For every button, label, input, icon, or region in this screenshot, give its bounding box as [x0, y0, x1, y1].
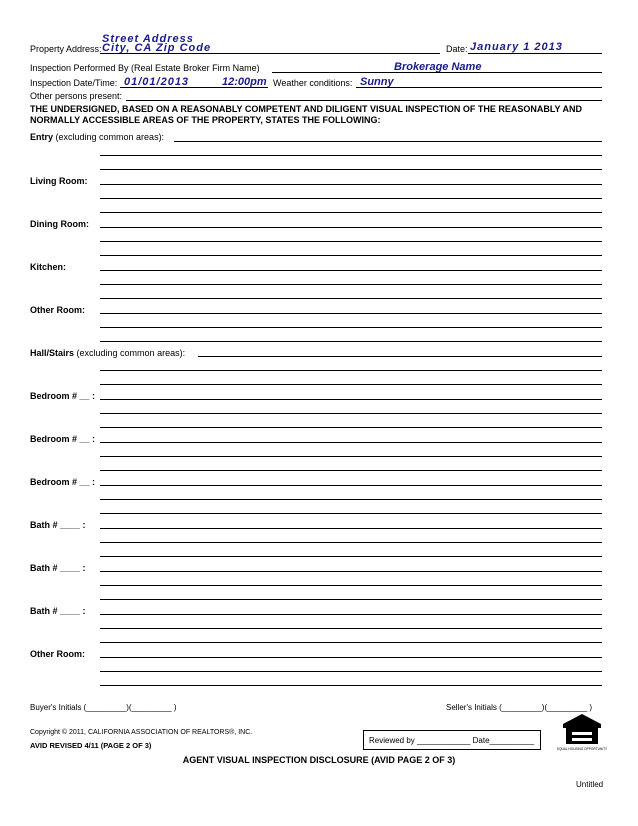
- other-room-label: Other Room:: [30, 305, 85, 315]
- writing-line[interactable]: [100, 284, 602, 285]
- writing-line[interactable]: [100, 513, 602, 514]
- bedroom-3-label: Bedroom # __ :: [30, 477, 96, 487]
- writing-line[interactable]: [100, 585, 602, 586]
- property-address-label: Property Address:: [30, 44, 102, 54]
- writing-line[interactable]: [100, 184, 602, 185]
- writing-line[interactable]: [100, 227, 602, 228]
- weather-value[interactable]: Sunny: [360, 76, 394, 88]
- buyers-initials[interactable]: Buyer's Initials (_________)(_________ ): [30, 703, 177, 712]
- writing-line[interactable]: [100, 442, 602, 443]
- untitled-label: Untitled: [576, 780, 604, 789]
- kitchen-label: Kitchen:: [30, 262, 66, 272]
- inspection-by-label: Inspection Performed By (Real Estate Broker Firm Name): [30, 63, 260, 73]
- inspection-time-value[interactable]: 12:00pm: [222, 76, 267, 88]
- writing-line[interactable]: [100, 614, 602, 615]
- writing-line[interactable]: [100, 542, 602, 543]
- writing-line[interactable]: [100, 642, 602, 643]
- brokerage-line: [272, 72, 602, 73]
- city-zip-value[interactable]: City, CA Zip Code: [102, 42, 212, 54]
- writing-line[interactable]: [100, 628, 602, 629]
- datetime-line: [120, 87, 268, 88]
- writing-line[interactable]: [100, 657, 602, 658]
- street-address-value[interactable]: Street Address: [102, 33, 194, 45]
- writing-line[interactable]: [100, 499, 602, 500]
- revision-text: AVID REVISED 4/11 (PAGE 2 OF 3): [30, 741, 152, 750]
- form-title: AGENT VISUAL INSPECTION DISCLOSURE (AVID PAGE 2 OF 3): [182, 755, 456, 765]
- writing-line[interactable]: [100, 212, 602, 213]
- other-persons-line[interactable]: [126, 100, 602, 101]
- writing-line[interactable]: [100, 313, 602, 314]
- writing-line[interactable]: [100, 198, 602, 199]
- inspection-date-value[interactable]: 01/01/2013: [124, 76, 190, 88]
- other-persons-label: Other persons present:: [30, 91, 123, 101]
- writing-line[interactable]: [100, 571, 602, 572]
- copyright-text: Copyright © 2011, CALIFORNIA ASSOCIATION OF REALTORS®, INC.: [30, 729, 253, 736]
- date-line: [468, 53, 602, 54]
- bath-2-label: Bath # ____ :: [30, 563, 86, 573]
- writing-line[interactable]: [100, 399, 602, 400]
- writing-line[interactable]: [100, 485, 602, 486]
- hall-stairs-label: Hall/Stairs (excluding common areas):: [30, 348, 186, 358]
- bath-1-label: Bath # ____ :: [30, 520, 86, 530]
- writing-line[interactable]: [100, 169, 602, 170]
- writing-line[interactable]: [100, 671, 602, 672]
- writing-line[interactable]: [100, 298, 602, 299]
- bedroom-1-label: Bedroom # __ :: [30, 391, 96, 401]
- dining-room-label: Dining Room:: [30, 219, 89, 229]
- writing-line[interactable]: [100, 384, 602, 385]
- date-value[interactable]: January 1 2013: [470, 41, 563, 53]
- writing-line[interactable]: [100, 685, 602, 686]
- writing-line[interactable]: [198, 356, 602, 357]
- writing-line[interactable]: [100, 270, 602, 271]
- writing-line[interactable]: [100, 470, 602, 471]
- writing-line[interactable]: [100, 556, 602, 557]
- writing-line[interactable]: [100, 341, 602, 342]
- writing-line[interactable]: [100, 155, 602, 156]
- writing-line[interactable]: [100, 599, 602, 600]
- date-label: Date:: [446, 44, 468, 54]
- writing-line[interactable]: [100, 370, 602, 371]
- writing-line[interactable]: [100, 327, 602, 328]
- weather-line: [356, 87, 602, 88]
- writing-line[interactable]: [100, 255, 602, 256]
- bedroom-2-label: Bedroom # __ :: [30, 434, 96, 444]
- writing-line[interactable]: [100, 241, 602, 242]
- writing-line[interactable]: [100, 456, 602, 457]
- equal-housing-icon: [556, 712, 608, 752]
- writing-line[interactable]: [100, 528, 602, 529]
- writing-line[interactable]: [100, 427, 602, 428]
- writing-line[interactable]: [100, 413, 602, 414]
- reviewed-by-text[interactable]: Reviewed by ____________ Date__________: [369, 736, 535, 745]
- reviewed-box: [363, 730, 541, 750]
- brokerage-value[interactable]: Brokerage Name: [394, 61, 482, 73]
- other-room-2-label: Other Room:: [30, 649, 85, 659]
- inspection-datetime-label: Inspection Date/Time:: [30, 78, 118, 88]
- entry-label: Entry (excluding common areas):: [30, 132, 165, 142]
- statement-text: THE UNDERSIGNED, BASED ON A REASONABLY COMPETENT AND DILIGENT VISUAL INSPECTION OF THE REASONABLY AND NORMALLY ACCESSIBLE AREAS OF THE PROPERTY, STATES THE FOLLOWING:: [30, 104, 583, 125]
- sellers-initials[interactable]: Seller's Initials (_________)(_________ ): [446, 703, 593, 712]
- property-address-line: [100, 53, 440, 54]
- living-room-label: Living Room:: [30, 176, 88, 186]
- weather-label: Weather conditions:: [273, 78, 353, 88]
- bath-3-label: Bath # ____ :: [30, 606, 86, 616]
- writing-line[interactable]: [174, 141, 602, 142]
- eho-text: EQUAL HOUSING OPPORTUNITY: [556, 747, 608, 751]
